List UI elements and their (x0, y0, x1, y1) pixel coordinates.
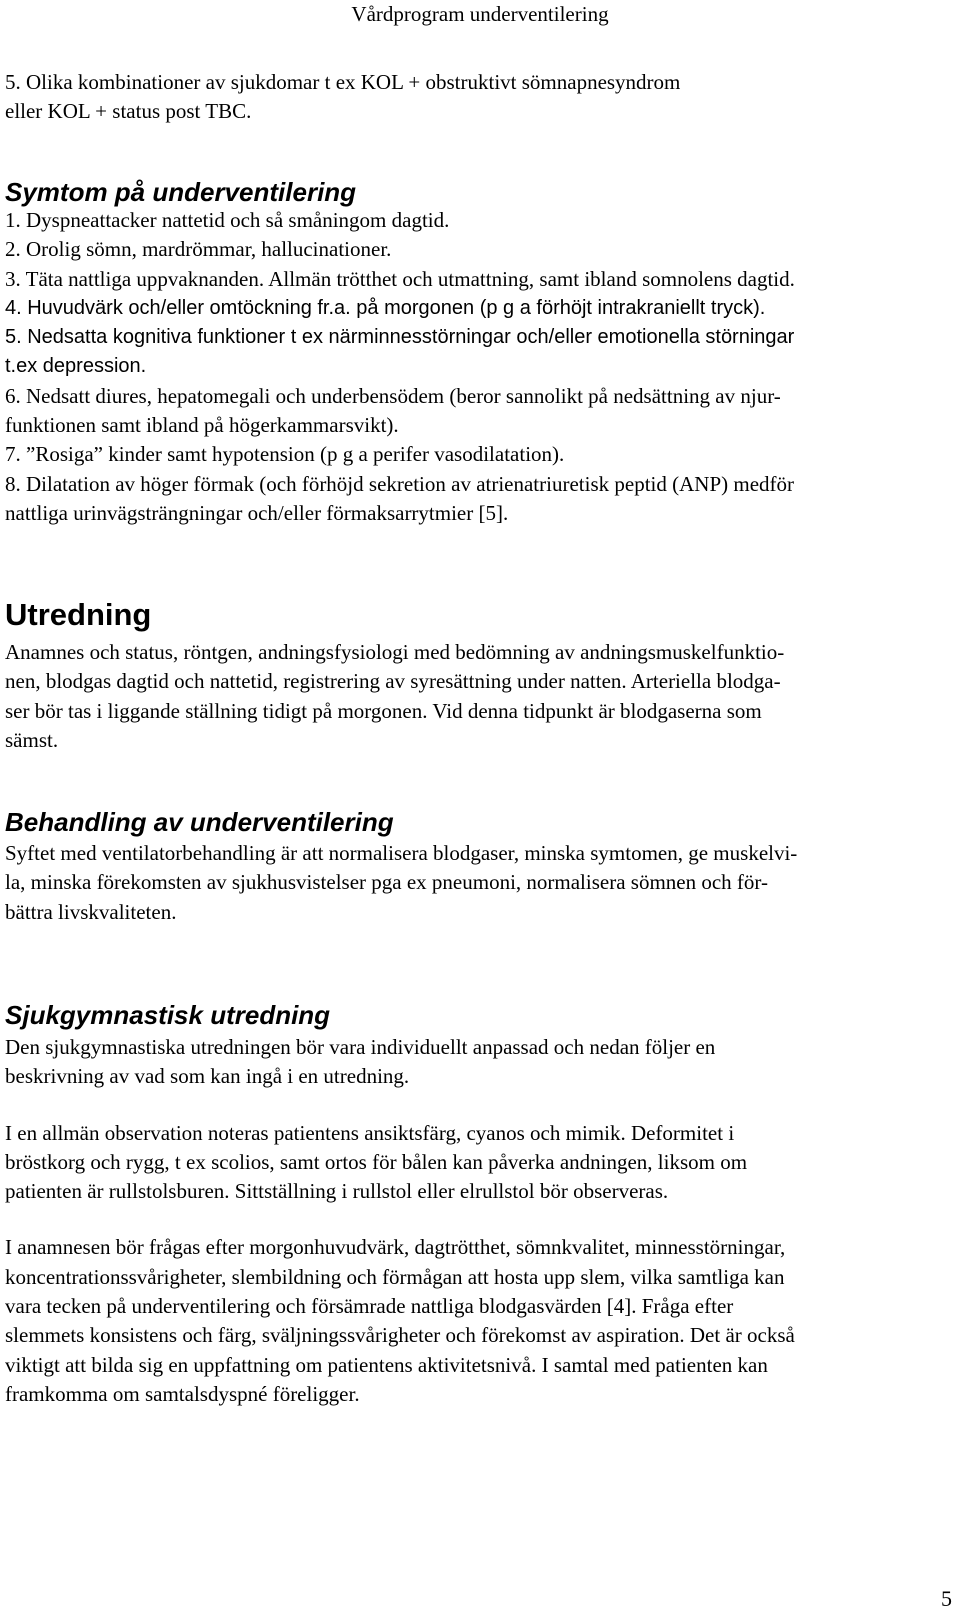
symptom-line: funktionen samt ibland på högerkammarsvikt). (5, 413, 399, 438)
paragraph-line: sämst. (5, 727, 59, 752)
symptoms-list (5, 206, 955, 528)
paragraph-line: vara tecken på underventilering och försämrade nattliga blodgasvärden [4]. Fråga efter (5, 1294, 734, 1319)
paragraph-line: I en allmän observation noteras patientens ansiktsfärg, cyanos och mimik. Deformitet i (5, 1120, 735, 1145)
paragraph-line: nen, blodgas dagtid och nattetid, registrering av syresättning under natten. Arteriella blodga- (5, 669, 781, 694)
behandling-heading: Behandling av underventilering (5, 807, 394, 837)
running-header: Vårdprogram underventilering (351, 2, 609, 26)
paragraph-line: beskrivning av vad som kan ingå i en utredning. (5, 1064, 410, 1089)
sjukgymnastik-heading: Sjukgymnastisk utredning (5, 1000, 331, 1030)
symptom-line: 2. Orolig sömn, mardrömmar, hallucinationer. (5, 237, 392, 262)
utredning-paragraph (5, 638, 955, 755)
section-symptoms (5, 175, 955, 528)
paragraph-line: framkomma om samtalsdyspné föreligger. (5, 1381, 360, 1406)
symptom-line: 5. Nedsatta kognitiva funktioner t ex närminnesstörningar och/eller emotionella störningar (5, 326, 795, 349)
section-behandling (5, 805, 955, 927)
intro-line: eller KOL + status post TBC. (5, 99, 252, 124)
paragraph-line: viktigt att bilda sig en uppfattning om patientens aktivitetsnivå. I samtal med patienten kan (5, 1352, 768, 1377)
paragraph-line: ser bör tas i liggande ställning tidigt på morgonen. Vid denna tidpunkt är blodgaserna som (5, 698, 762, 723)
paragraph-line: la, minska förekomsten av sjukhusvistelser pga ex pneumoni, normalisera sömnen och för- (5, 870, 768, 895)
paragraph-line: patienten är rullstolsburen. Sittställning i rullstol eller elrullstol bör observeras. (5, 1179, 669, 1204)
section-utredning (5, 595, 955, 755)
symptom-line: 6. Nedsatt diures, hepatomegali och underbensödem (beror sannolikt på nedsättning av njur- (5, 383, 781, 408)
symptom-line: t.ex depression. (5, 355, 147, 378)
sjukgymnastik-paragraph-3 (5, 1233, 955, 1409)
symptom-line: 3. Täta nattliga uppvaknanden. Allmän trötthet och utmattning, samt ibland somnolens dagtid. (5, 266, 795, 291)
paragraph-line: bröstkorg och rygg, t ex scolios, samt ortos för bålen kan påverka andningen, liksom om (5, 1149, 748, 1174)
paragraph-line: bättra livskvaliteten. (5, 899, 177, 924)
section-sjukgymnastik (5, 998, 955, 1409)
symptom-line: 1. Dyspneattacker nattetid och så småningom dagtid. (5, 208, 450, 232)
intro-list-tail (5, 68, 955, 127)
paragraph-line: Den sjukgymnastiska utredningen bör vara individuellt anpassad och nedan följer en (5, 1035, 716, 1059)
sjukgymnastik-paragraph-2 (5, 1119, 955, 1207)
intro-line: 5. Olika kombinationer av sjukdomar t ex KOL + obstruktivt sömnapnesyndrom (5, 70, 681, 94)
symptom-line: 8. Dilatation av höger förmak (och förhöjd sekretion av atrienatriuretisk peptid (ANP) medför (5, 471, 795, 496)
symptom-line: nattliga urinvägsträngningar och/eller förmaksarrytmier [5]. (5, 500, 509, 525)
symptom-line: 4. Huvudvärk och/eller omtöckning fr.a. på morgonen (p g a förhöjt intrakraniellt tryck). (5, 296, 766, 319)
symptom-line: 7. ”Rosiga” kinder samt hypotension (p g a perifer vasodilatation). (5, 442, 565, 467)
paragraph-line: koncentrationssvårigheter, slembildning och förmågan att hosta upp slem, vilka samtliga kan (5, 1264, 785, 1289)
paragraph-line: Anamnes och status, röntgen, andningsfysiologi med bedömning av andningsmuskelfunktio- (5, 640, 785, 664)
page-number: 5 (941, 1586, 952, 1611)
paragraph-line: I anamnesen bör frågas efter morgonhuvudvärk, dagtrötthet, sömnkvalitet, minnesstörningar, (5, 1235, 786, 1260)
utredning-heading: Utredning (5, 597, 152, 632)
behandling-paragraph (5, 839, 955, 927)
symptoms-heading: Symtom på underventilering (5, 177, 357, 207)
sjukgymnastik-paragraph-1 (5, 1033, 955, 1092)
paragraph-line: slemmets konsistens och färg, sväljningssvårigheter och förekomst av aspiration. Det är också (5, 1323, 795, 1348)
paragraph-line: Syftet med ventilatorbehandling är att normalisera blodgaser, minska symtomen, ge muskelvi- (5, 841, 798, 865)
